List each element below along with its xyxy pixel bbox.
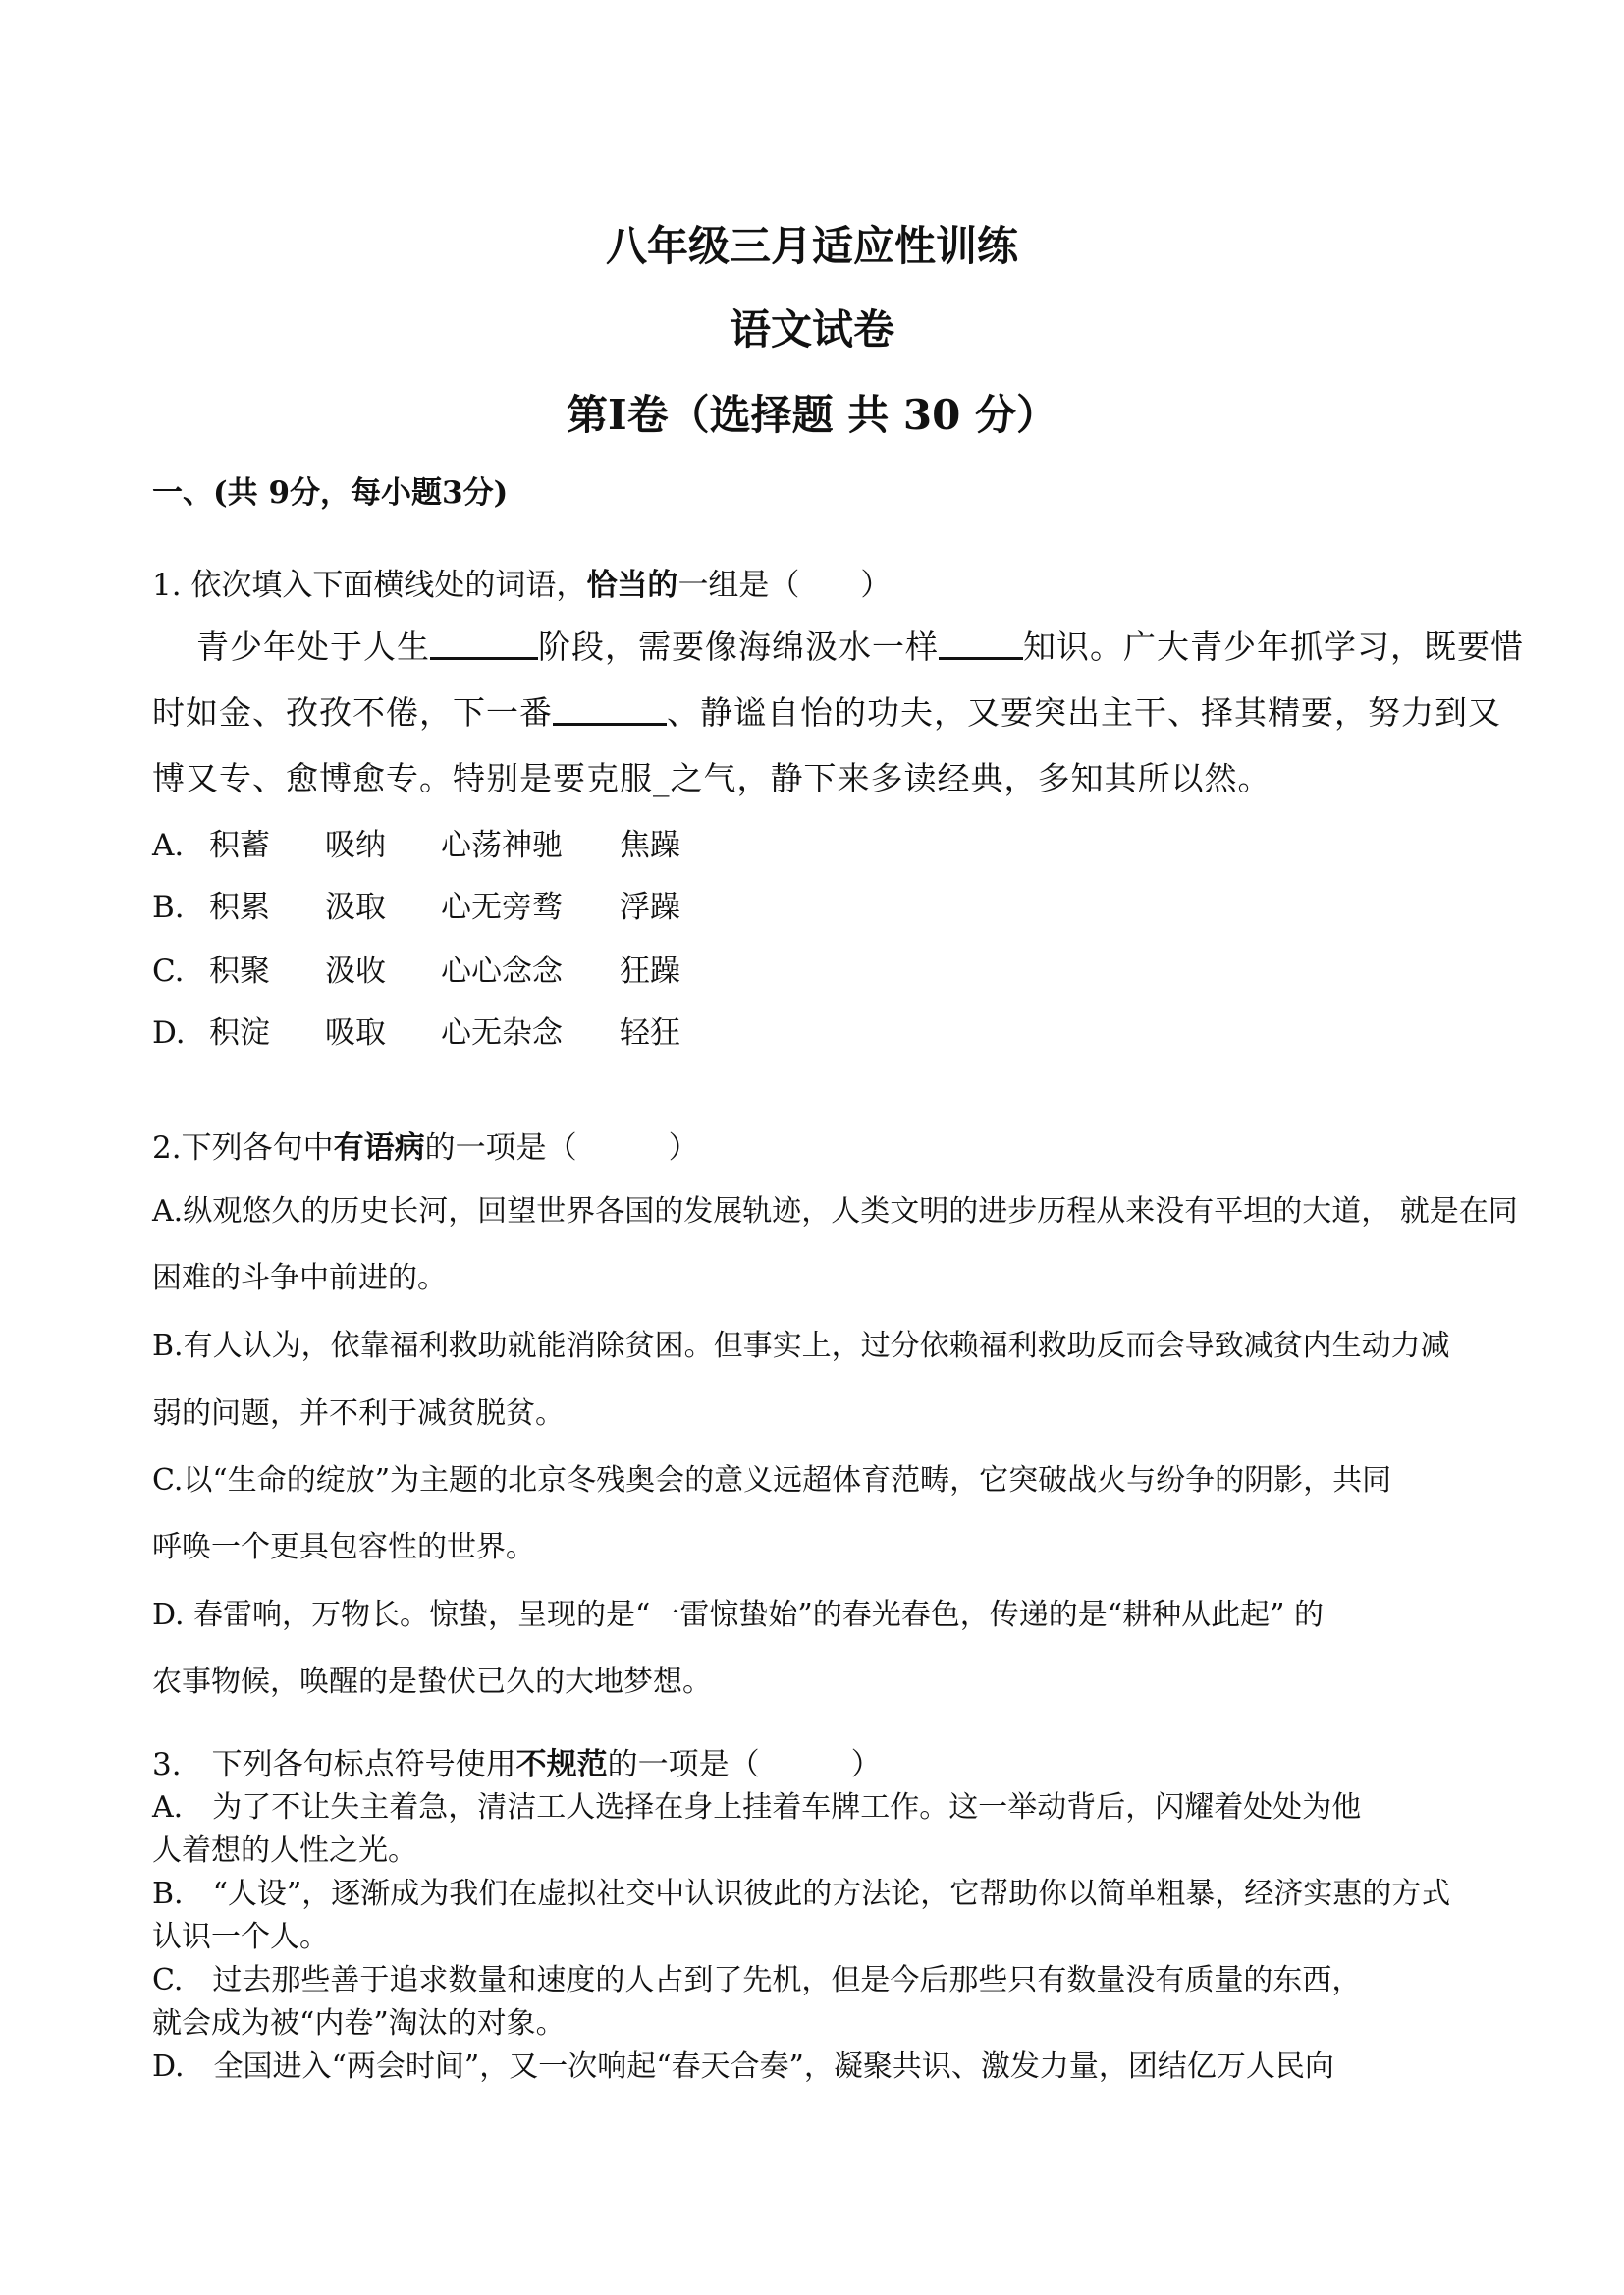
q3-option-a-line-2: 人着想的人性之光。 [152,1833,417,1868]
fill-blank-1 [430,625,538,660]
q1-option-a [152,820,735,864]
option-word: 狂躁 [620,954,680,989]
q3-stem-suffix: 的一项是（ ） [607,1747,882,1782]
q1-option-d [152,1008,735,1052]
q1-stem-prefix: 1. 依次填入下面横线处的词语， [152,568,587,603]
q1-passage-line-1 [196,622,1542,668]
option-word: 积淀 [209,1015,270,1051]
q3-option-c-line-2: 就会成为被“内卷”淘汰的对象。 [152,2006,566,2041]
q1-stem-bold: 恰当的 [586,568,678,603]
q2-option-b-line-2: 弱的问题，并不利于减贫脱贫。 [152,1396,565,1431]
q3-stem-bold: 不规范 [515,1747,608,1782]
q3-option-d-line-1: D. 全国进入“两会时间”，又一次响起“春天合奏”，凝聚共识、激发力量，团结亿万人民向 [152,2049,1334,2084]
passage-text: 青少年处于人生 [196,628,430,666]
option-word: 心无旁骛 [441,890,563,925]
q1-passage-line-3: 博又专、愈博愈专。特别是要克服_之气，静下来多读经典，多知其所以然。 [152,759,1272,797]
option-label: A. [152,828,185,863]
q2-option-a-line-1: A.纵观悠久的历史长河，回望世界各国的发展轨迹，人类文明的进步历程从来没有平坦的大道， 就是在同 [152,1194,1518,1229]
option-label: C. [152,954,185,989]
option-word: 心无杂念 [441,1015,563,1051]
option-label: D. [152,1015,186,1051]
section-heading: 一、(共 9分，每小题3分) [152,475,509,511]
q2-option-d-line-1: D. 春雷响，万物长。惊蛰，呈现的是“一雷惊蛰始”的春光春色，传递的是“耕种从此起” 的 [152,1598,1324,1632]
q3-option-b-line-2: 认识一个人。 [152,1920,329,1954]
volume-heading: 第Ⅰ卷（选择题 共 30 分） [567,391,1057,439]
option-word: 焦躁 [620,828,680,863]
option-word: 积蓄 [209,828,270,863]
fill-blank-3 [553,690,667,726]
q2-option-a-line-2: 困难的斗争中前进的。 [152,1261,447,1295]
exam-subtitle: 语文试卷 [729,305,894,354]
q2-stem [152,1122,1497,1167]
q2-option-b-line-1: B.有人认为，依靠福利救助就能消除贫困。但事实上，过分依赖福利救助反而会导致减贫内生动力减 [152,1329,1450,1363]
option-word: 积聚 [209,954,270,989]
option-word: 汲收 [325,954,386,989]
q2-stem-suffix: 的一项是（ ） [424,1130,699,1166]
option-word: 吸取 [325,1015,386,1051]
q3-option-b-line-1: B. “人设”，逐渐成为我们在虚拟社交中认识彼此的方法论，它帮助你以简单粗暴，经济实惠的方式 [152,1877,1451,1911]
option-word: 汲取 [325,890,386,925]
q3-stem-prefix: 3. 下列各句标点符号使用 [152,1747,516,1782]
exam-title: 八年级三月适应性训练 [605,222,1018,270]
q1-option-b [152,882,735,926]
passage-text: 知识。广大青少年抓学习，既要惜 [1023,628,1524,666]
option-word: 吸纳 [325,828,386,863]
passage-text: 、静谧自怡的功夫，又要突出主干、择其精要，努力到又 [667,693,1501,732]
option-word: 心心念念 [441,954,563,989]
q3-stem [152,1739,1497,1783]
fill-blank-2 [939,625,1023,660]
q1-passage-line-2 [152,687,1501,734]
passage-text: 时如金、孜孜不倦，下一番 [152,693,553,732]
passage-text: 阶段，需要像海绵汲水一样 [538,628,939,666]
q2-option-d-line-2: 农事物候，唤醒的是蛰伏已久的大地梦想。 [152,1665,712,1699]
q3-option-a-line-1: A. 为了不让失主着急，清洁工人选择在身上挂着车牌工作。这一举动背后，闪耀着处处为他 [152,1790,1362,1825]
q2-stem-bold: 有语病 [333,1130,425,1166]
option-word: 轻狂 [620,1015,680,1051]
q3-option-c-line-1: C. 过去那些善于追求数量和速度的人占到了先机，但是今后那些只有数量没有质量的东西， [152,1963,1362,1997]
q1-stem [152,560,1497,604]
q2-option-c-line-1: C.以“生命的绽放”为主题的北京冬残奥会的意义远超体育范畴，它突破战火与纷争的阴影，共同 [152,1463,1392,1498]
q1-option-c [152,946,735,990]
option-label: B. [152,890,185,925]
q2-option-c-line-2: 呼唤一个更具包容性的世界。 [152,1530,535,1564]
q1-stem-suffix: 一组是（ ） [677,568,892,603]
option-word: 积累 [209,890,270,925]
option-word: 浮躁 [620,890,680,925]
option-word: 心荡神驰 [441,828,563,863]
q2-stem-prefix: 2.下列各句中 [152,1130,334,1166]
